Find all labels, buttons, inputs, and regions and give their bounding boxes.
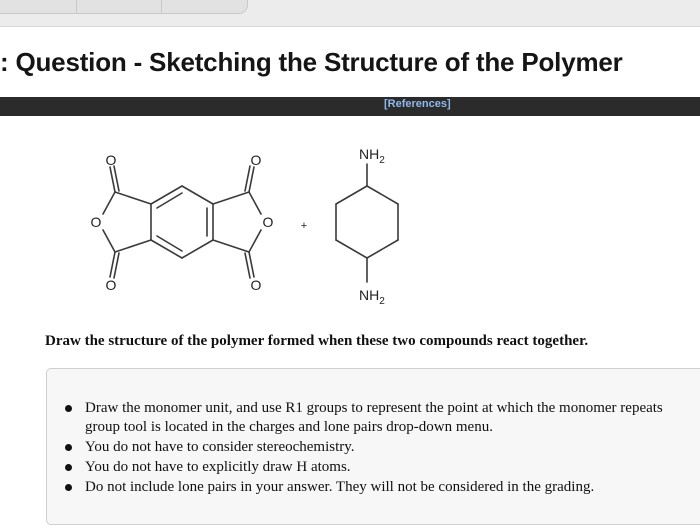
ring-oxygen-left: O [90, 214, 102, 230]
references-link[interactable]: [References] [384, 98, 451, 110]
bullet-icon [65, 464, 72, 471]
tab-2[interactable] [77, 0, 163, 13]
bullet-icon [65, 484, 72, 491]
browser-tab-strip [0, 0, 700, 27]
bullet-icon [65, 405, 72, 412]
hint-item [85, 438, 663, 457]
hint-text: You do not have to consider stereochemistry. [85, 439, 355, 455]
hint-text-continuation: group tool is located in the charges and lone pairs drop-down menu. [85, 419, 493, 435]
carbonyl-oxygen-top-right: O [250, 152, 262, 168]
amine-group-top: $NH_2$ [359, 146, 385, 166]
hint-text: Draw the monomer unit, and use R1 groups to represent the point at which the monomer repeats [85, 400, 663, 416]
tab-group [0, 0, 248, 14]
bullet-icon [65, 444, 72, 451]
hint-text: Do not include lone pairs in your answer. They will not be considered in the grading. [85, 479, 595, 495]
cyclohexane-diamine [336, 164, 398, 282]
ring-oxygen-right: O [262, 214, 274, 230]
page-title: : Question - Sketching the Structure of the Polymer [0, 47, 623, 77]
carbonyl-oxygen-bottom-right: O [250, 277, 262, 293]
plus-sign: + [300, 220, 308, 232]
pyromellitic-dianhydride [103, 166, 261, 278]
hint-text: You do not have to explicitly draw H atoms. [85, 459, 351, 475]
hints-list [85, 399, 663, 498]
hints-panel [46, 368, 700, 525]
carbonyl-oxygen-top-left: O [105, 152, 117, 168]
hint-item [85, 399, 663, 437]
tab-3[interactable] [162, 0, 247, 13]
references-bar [0, 97, 700, 116]
carbonyl-oxygen-bottom-left: O [105, 277, 117, 293]
reactants-figure [0, 118, 700, 318]
hint-item [85, 458, 663, 477]
hint-item [85, 478, 663, 497]
amine-group-bottom: $NH_2$ [359, 287, 385, 307]
tab-1[interactable] [0, 0, 77, 13]
question-instruction: Draw the structure of the polymer formed when these two compounds react together. [45, 333, 589, 349]
